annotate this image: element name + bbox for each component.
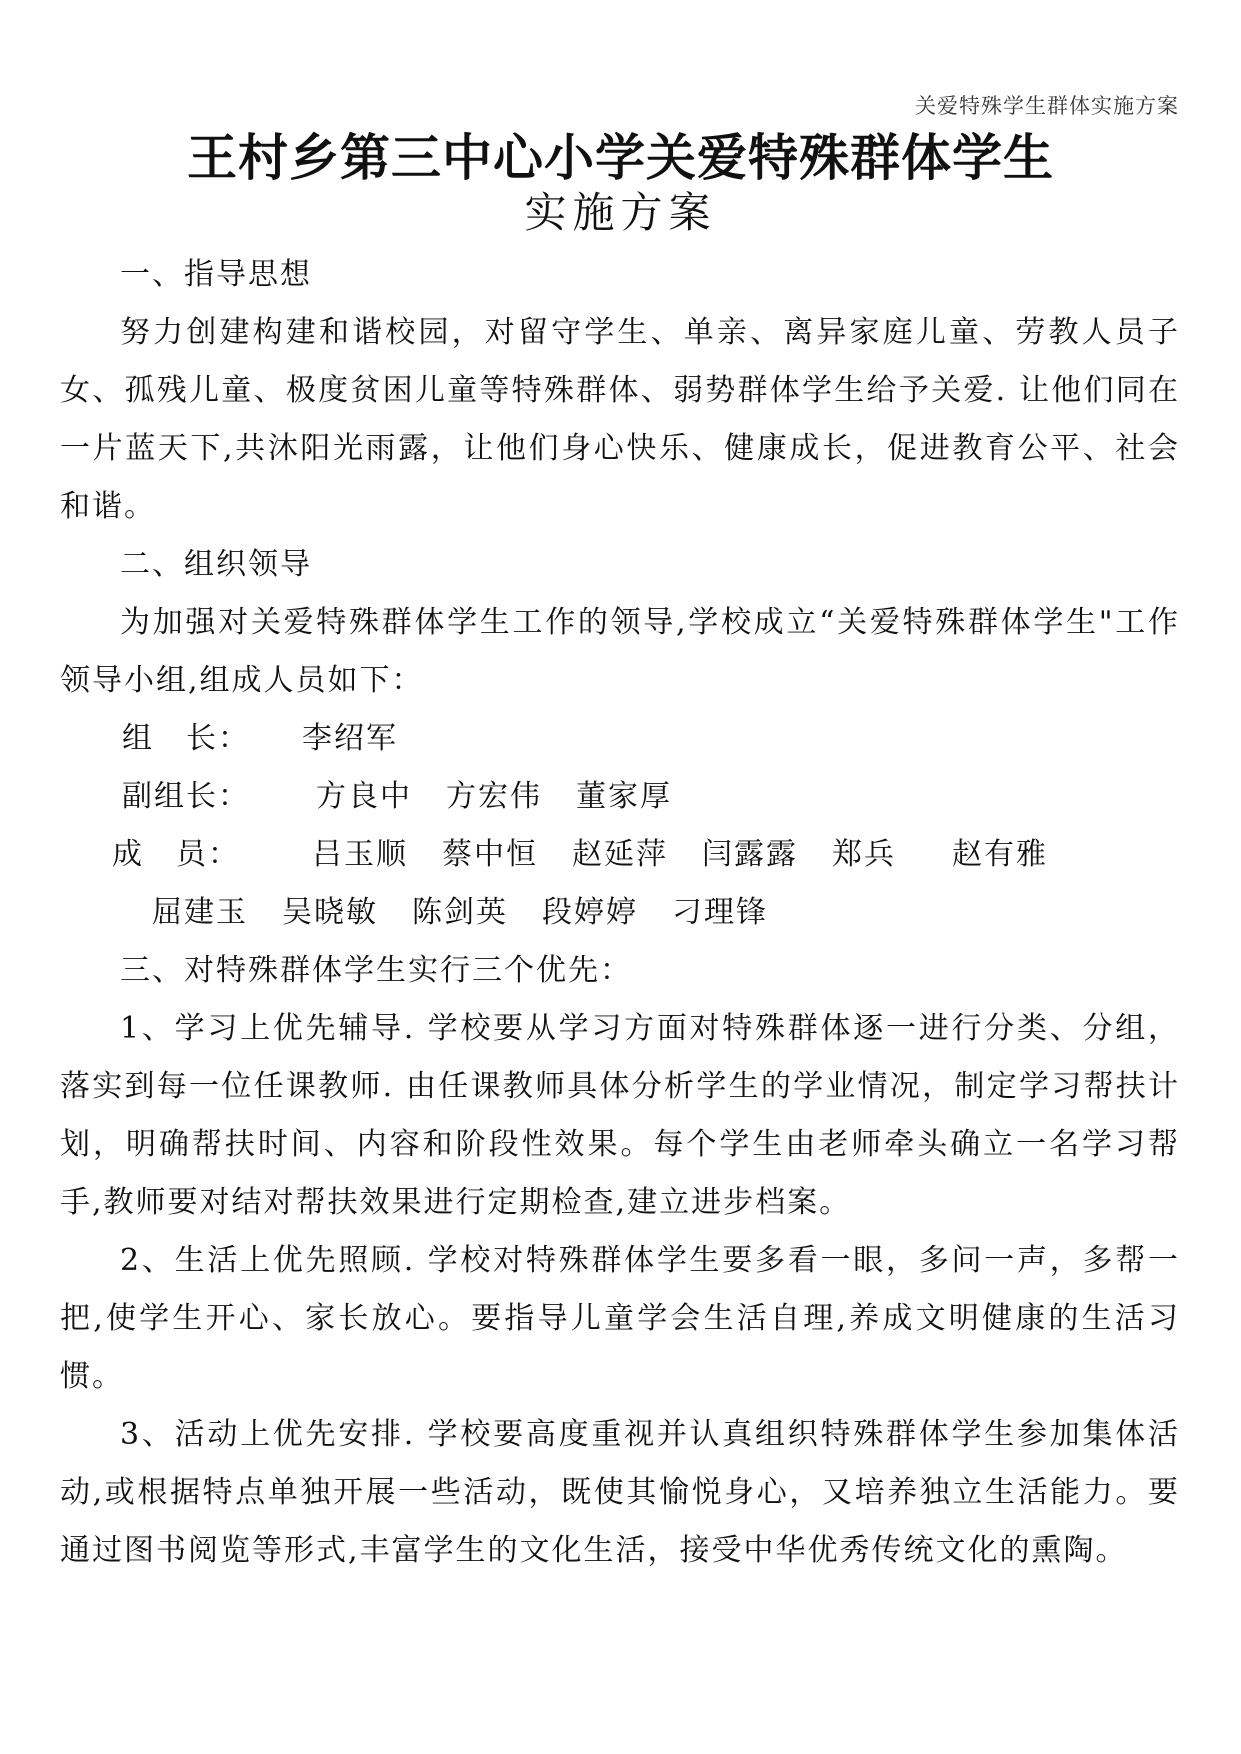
- paragraph-priority-life: 2、生活上优先照顾. 学校对特殊群体学生要多看一眼，多问一声，多帮一把,使学生开心、家长放心。要指导儿童学会生活自理,养成文明健康的生活习惯。: [60, 1243, 1180, 1394]
- member-name: 吴晓敏: [282, 895, 378, 930]
- section-heading-organization: 二、组织领导: [120, 547, 312, 582]
- deputy-role-label: 副组长：: [122, 779, 250, 814]
- deputy-row: [60, 768, 1180, 826]
- member-name: 刁理锋: [672, 895, 768, 930]
- members-row-2: [60, 884, 1180, 942]
- member-name: 段婷婷: [542, 895, 638, 930]
- document-subtitle: 实施方案: [524, 188, 717, 237]
- members-row: [60, 826, 1180, 884]
- paragraph-guiding-ideology: 努力创建构建和谐校园，对留守学生、单亲、离异家庭儿童、劳教人员子女、孤残儿童、极度贫困儿童等特殊群体、弱势群体学生给予关爱. 让他们同在一片蓝天下,共沐阳光雨露，让他们身心快乐、健康成长，促进教育公平、社会和谐。: [60, 315, 1180, 524]
- document-body: [60, 246, 1180, 1580]
- member-name: 闫露露: [702, 837, 798, 872]
- member-names: [312, 826, 1048, 884]
- leader-names: [302, 710, 398, 768]
- member-name: 蔡中恒: [442, 837, 538, 872]
- member-name: 陈剑英: [412, 895, 508, 930]
- member-name: 赵延萍: [572, 837, 668, 872]
- member-name: 郑兵: [832, 837, 896, 872]
- document-title: 王村乡第三中心小学关爱特殊群体学生: [187, 128, 1054, 187]
- deputy-name: 董家厚: [576, 779, 672, 814]
- section-heading-three-priorities: 三、对特殊群体学生实行三个优先：: [120, 953, 632, 988]
- running-header: 关爱特殊学生群体实施方案: [915, 94, 1179, 118]
- paragraph-priority-study: 1、学习上优先辅导. 学校要从学习方面对特殊群体逐一进行分类、分组，落实到每一位任课教师. 由任课教师具体分析学生的学业情况，制定学习帮扶计划，明确帮扶时间、内容和阶段性效果。每个学生由老师牵头确立一名学习帮手,教师要对结对帮扶效果进行定期检查,建立进步档案。: [60, 1011, 1180, 1220]
- leader-name: 李绍军: [302, 721, 398, 756]
- leader-role-label: 组 长：: [122, 721, 250, 756]
- member-name: 屈建玉: [152, 895, 248, 930]
- deputy-names: [316, 768, 672, 826]
- member-name: 赵有雅: [952, 837, 1048, 872]
- member-role-label: 成 员：: [112, 837, 240, 872]
- member-names-line2: [152, 884, 768, 942]
- paragraph-priority-activity: 3、活动上优先安排. 学校要高度重视并认真组织特殊群体学生参加集体活动,或根据特点单独开展一些活动，既使其愉悦身心，又培养独立生活能力。要通过图书阅览等形式,丰富学生的文化生活，接受中华优秀传统文化的熏陶。: [60, 1417, 1180, 1568]
- section-heading-guiding-ideology: 一、指导思想: [120, 257, 312, 292]
- deputy-name: 方宏伟: [446, 779, 542, 814]
- deputy-name: 方良中: [316, 779, 412, 814]
- member-name: 吕玉顺: [312, 837, 408, 872]
- paragraph-organization: 为加强对关爱特殊群体学生工作的领导,学校成立“关爱特殊群体学生"工作领导小组,组成人员如下：: [60, 605, 1180, 698]
- leader-row: [60, 710, 1180, 768]
